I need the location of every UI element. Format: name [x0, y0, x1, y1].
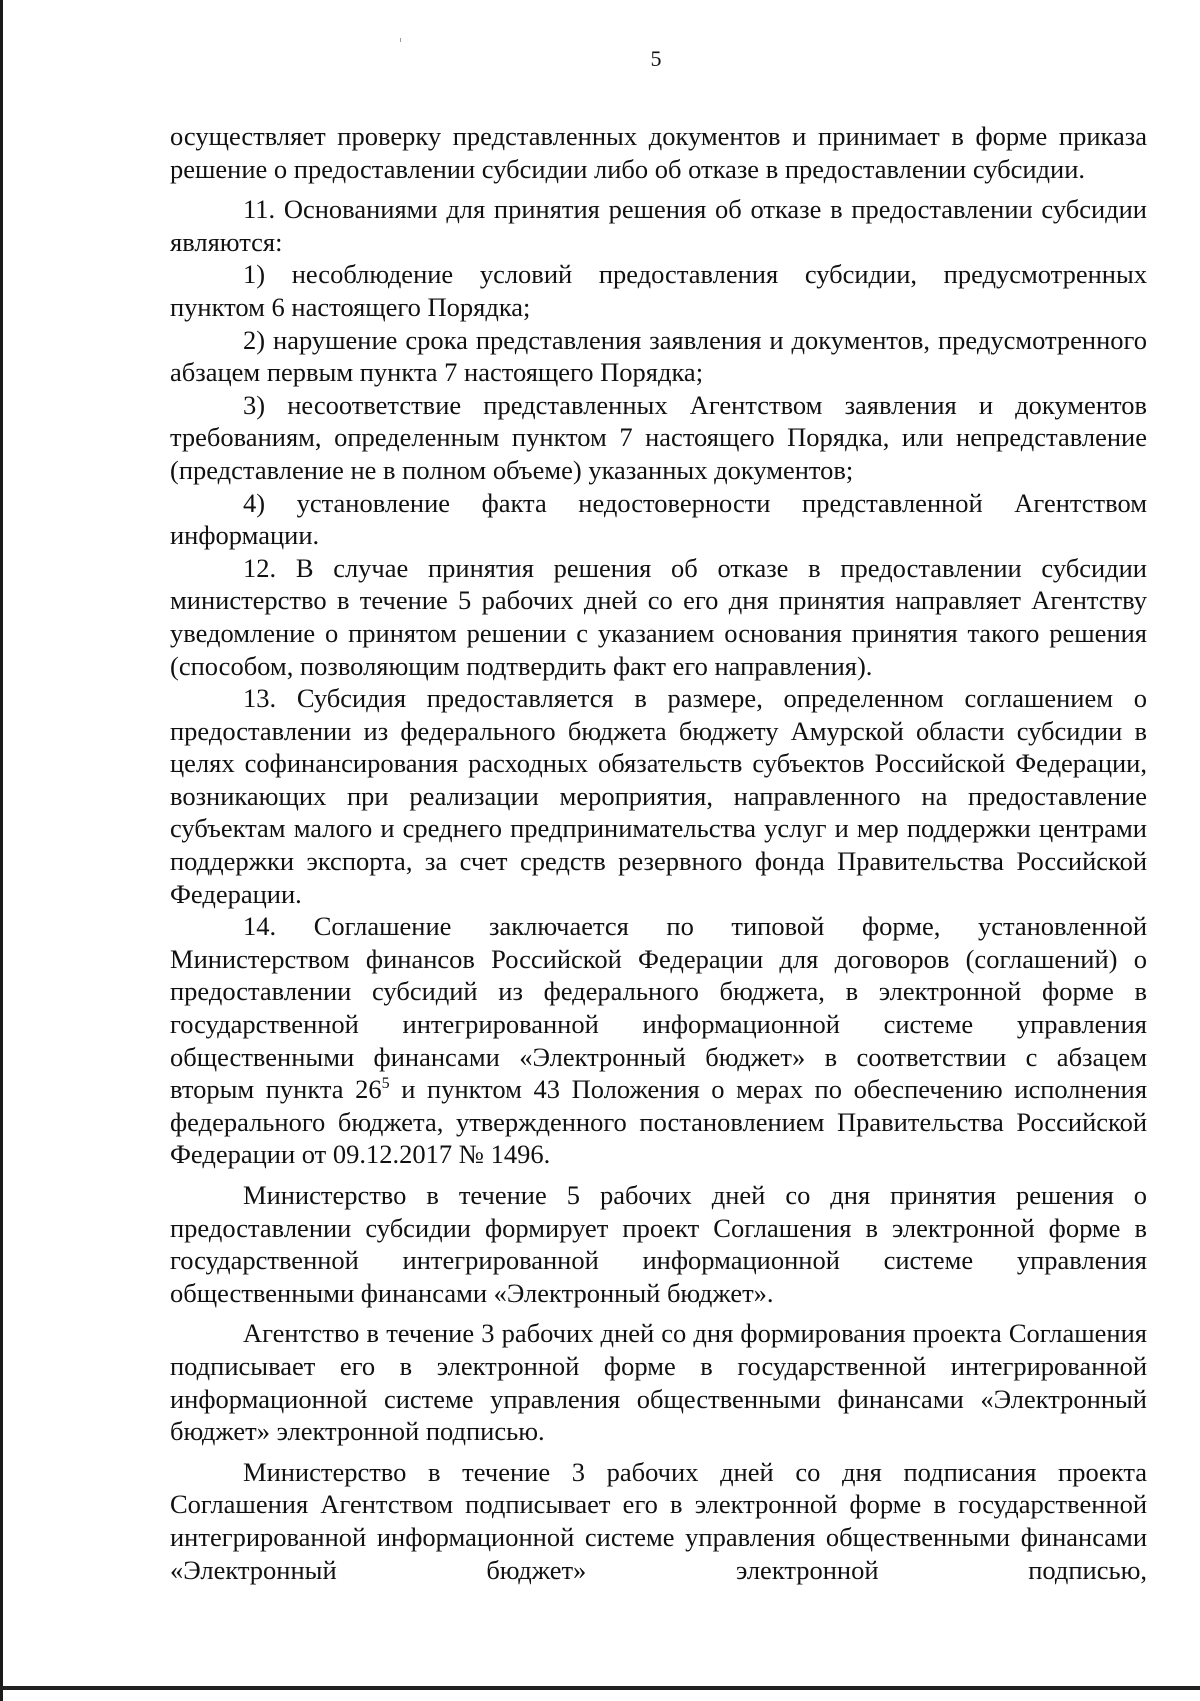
document-body — [170, 120, 1147, 1586]
paragraph-subitem-3: 3) несоответствие представленных Агентством заявления и документов требованиям, определенным пунктом 7 настоящего Порядка, или непредставление (представление не в полном объеме) указанных документов; — [170, 389, 1147, 485]
superscript-footnote: 5 — [381, 1075, 390, 1093]
paragraph-item-14-text-b: и пунктом 43 Положения о мерах по обеспечению исполнения федерального бюджета, утвержденного постановлением Правительства Российской Федерации от 09.12.2017 № 1496. — [170, 1074, 1148, 1170]
paragraph-subitem-2: 2) нарушение срока представления заявления и документов, предусмотренного абзацем первым пункта 7 настоящего Порядка; — [170, 324, 1147, 388]
page-number: 5 — [650, 46, 662, 71]
scan-bottom-edge — [0, 1686, 1200, 1690]
scan-speck — [400, 38, 401, 42]
paragraph-ministry-signs: Министерство в течение 3 рабочих дней со дня подписания проекта Соглашения Агентством подписывает его в электронной форме в государственной интегрированной информационной системе управления общественными финансами «Электронный бюджет» электронной подписью, — [170, 1456, 1147, 1585]
paragraph-agency-signs: Агентство в течение 3 рабочих дней со дня формирования проекта Соглашения подписывает его в электронной форме в государственной интегрированной информационной системе управления общественными финансами «Электронный бюджет» электронной подписью. — [170, 1318, 1147, 1447]
paragraph-item-12: 12. В случае принятия решения об отказе в предоставлении субсидии министерство в течение 5 рабочих дней со его дня принятия направляет Агентству уведомление о принятом решении с указанием основания принятия такого решения (способом, позволяющим подтвердить факт его направления). — [170, 552, 1147, 681]
scan-left-edge — [0, 0, 3, 1701]
paragraph-item-11: 11. Основаниями для принятия решения об отказе в предоставлении субсидии являются: — [170, 194, 1147, 257]
paragraph-item-13: 13. Субсидия предоставляется в размере, определенном соглашением о предоставлении из федерального бюджета бюджету Амурской области субсидии в целях софинансирования расходных обязательств субъектов Российской Федерации, возникающих при реализации мероприятия, направленного на предоставление субъектам малого и среднего предпринимательства услуг и мер поддержки центрами поддержки экспорта, за счет средств резервного фонда Правительства Российской Федерации. — [170, 683, 1147, 909]
paragraph-subitem-1: 1) несоблюдение условий предоставления субсидии, предусмотренных пунктом 6 настоящего Порядка; — [170, 259, 1147, 322]
paragraph-item-14 — [170, 910, 1147, 1171]
paragraph-ministry-forms: Министерство в течение 5 рабочих дней со дня принятия решения о предоставлении субсидии формирует проект Соглашения в электронной форме в государственной интегрированной информационной системе управления общественными финансами «Электронный бюджет». — [170, 1180, 1147, 1308]
paragraph-item-14-text-a: 14. Соглашение заключается по типовой форме, установленной Министерством финансов Российской Федерации для договоров (соглашений) о предоставлении субсидий из федерального бюджета, в электронной форме в государственной интегрированной информационной системе управления общественными финансами «Электронный бюджет» в соответствии с абзацем вторым пункта 26 — [170, 911, 1147, 1105]
paragraph-subitem-4: 4) установление факта недостоверности представленной Агентством информации. — [170, 487, 1147, 551]
paragraph-continuation: осуществляет проверку представленных документов и принимает в форме приказа решение о предоставлении субсидии либо об отказе в предоставлении субсидии. — [170, 121, 1147, 184]
